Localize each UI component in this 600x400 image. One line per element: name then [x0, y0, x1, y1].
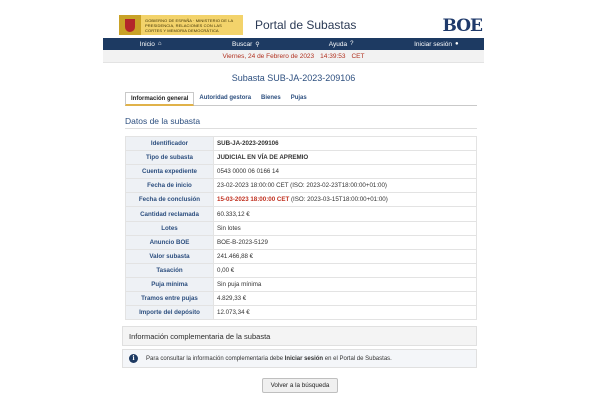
date-bar — [103, 50, 484, 63]
nav-inicio-label: Inicio — [139, 40, 155, 48]
conclusion-date-highlight: 15-03-2023 18:00:00 CET — [217, 196, 290, 204]
row-key: Tasación — [126, 263, 214, 277]
row-value — [214, 193, 477, 207]
complementary-info-header — [122, 326, 477, 346]
complementary-info-title: Información complementaria de la subasta — [129, 331, 271, 341]
row-value: 4.829,33 € — [214, 292, 477, 306]
row-value: BOE-B-2023-5129 — [214, 235, 477, 249]
row-value: 241.466,88 € — [214, 249, 477, 263]
row-key: Identificador — [126, 137, 214, 151]
row-key: Tramos entre pujas — [126, 292, 214, 306]
section-title: Datos de la subasta — [125, 116, 201, 126]
nav-buscar-label: Buscar — [232, 40, 253, 48]
search-icon: ⚲ — [255, 41, 260, 48]
table-row — [126, 151, 477, 165]
table-row — [126, 179, 477, 193]
home-icon: ⌂ — [157, 41, 162, 47]
row-key: Anuncio BOE — [126, 235, 214, 249]
tab-bienes[interactable]: Bienes — [261, 95, 281, 101]
nav-iniciar-sesion-label: Iniciar sesión — [414, 40, 453, 48]
tab-autoridad-gestora[interactable]: Autoridad gestora — [199, 95, 252, 101]
boe-logo[interactable]: BOE — [442, 16, 482, 36]
nav-buscar[interactable] — [198, 38, 293, 50]
row-value: Sin lotes — [214, 221, 477, 235]
row-key: Fecha de conclusión — [126, 193, 214, 207]
table-row — [126, 207, 477, 221]
row-key: Cantidad reclamada — [126, 207, 214, 221]
row-key: Puja mínima — [126, 277, 214, 291]
portal-title: Portal de Subastas — [255, 18, 357, 32]
time-zone: CET — [351, 52, 365, 60]
notice-text-pre: Para consultar la información complementaria debe — [146, 355, 285, 362]
divider — [125, 128, 477, 129]
table-row — [126, 235, 477, 249]
row-value: Sin puja mínima — [214, 277, 477, 291]
table-row — [126, 165, 477, 179]
page-title: Subasta SUB-JA-2023-209106 — [231, 73, 356, 83]
tab-pujas[interactable]: Pujas — [290, 95, 307, 101]
row-key: Cuenta expediente — [126, 165, 214, 179]
tab-bar — [125, 92, 477, 106]
row-value: 60.333,12 € — [214, 207, 477, 221]
government-logo[interactable] — [119, 15, 243, 35]
auction-data-table — [125, 136, 477, 320]
conclusion-date-iso: (ISO: 2023-03-15T18:00:00+01:00) — [289, 196, 388, 204]
table-row — [126, 277, 477, 291]
info-icon: i — [129, 354, 138, 363]
row-key: Lotes — [126, 221, 214, 235]
nav-ayuda[interactable] — [294, 38, 389, 50]
site-header — [103, 12, 484, 38]
login-link[interactable]: Iniciar sesión — [284, 355, 324, 362]
table-row — [126, 137, 477, 151]
table-row — [126, 193, 477, 207]
row-value: 0,00 € — [214, 263, 477, 277]
nav-ayuda-label: Ayuda — [328, 40, 348, 48]
notice-text-post: en el Portal de Subastas. — [323, 355, 392, 362]
table-row — [126, 306, 477, 320]
coat-of-arms-icon — [119, 15, 141, 35]
user-icon: ● — [455, 41, 459, 47]
nav-inicio[interactable] — [103, 38, 198, 50]
login-notice — [122, 349, 477, 368]
current-date: Viernes, 24 de Febrero de 2023 — [222, 52, 315, 60]
notice-text — [146, 356, 392, 362]
row-key: Fecha de inicio — [126, 179, 214, 193]
main-nav — [103, 38, 484, 50]
row-key: Importe del depósito — [126, 306, 214, 320]
row-value: SUB-JA-2023-209106 — [214, 137, 477, 151]
government-logo-text: GOBIERNO DE ESPAÑA · MINISTERIO DE LA PRESIDENCIA, RELACIONES CON LAS CORTES Y MEMORIA DEMOCRÁTICA — [145, 17, 234, 33]
row-value: 0543 0000 06 0166 14 — [214, 165, 477, 179]
row-key: Tipo de subasta — [126, 151, 214, 165]
table-row — [126, 249, 477, 263]
row-value: JUDICIAL EN VÍA DE APREMIO — [214, 151, 477, 165]
table-row — [126, 263, 477, 277]
row-value: 23-02-2023 18:00:00 CET (ISO: 2023-02-23T18:00:00+01:00) — [214, 179, 477, 193]
help-icon: ? — [350, 41, 354, 47]
row-key: Valor subasta — [126, 249, 214, 263]
back-to-search-button[interactable]: Volver a la búsqueda — [262, 378, 338, 393]
current-time: 14:39:53 — [320, 52, 346, 60]
tab-informacion-general[interactable]: Información general — [125, 92, 194, 106]
row-value: 12.073,34 € — [214, 306, 477, 320]
nav-iniciar-sesion[interactable] — [389, 38, 484, 50]
table-row — [126, 292, 477, 306]
table-row — [126, 221, 477, 235]
